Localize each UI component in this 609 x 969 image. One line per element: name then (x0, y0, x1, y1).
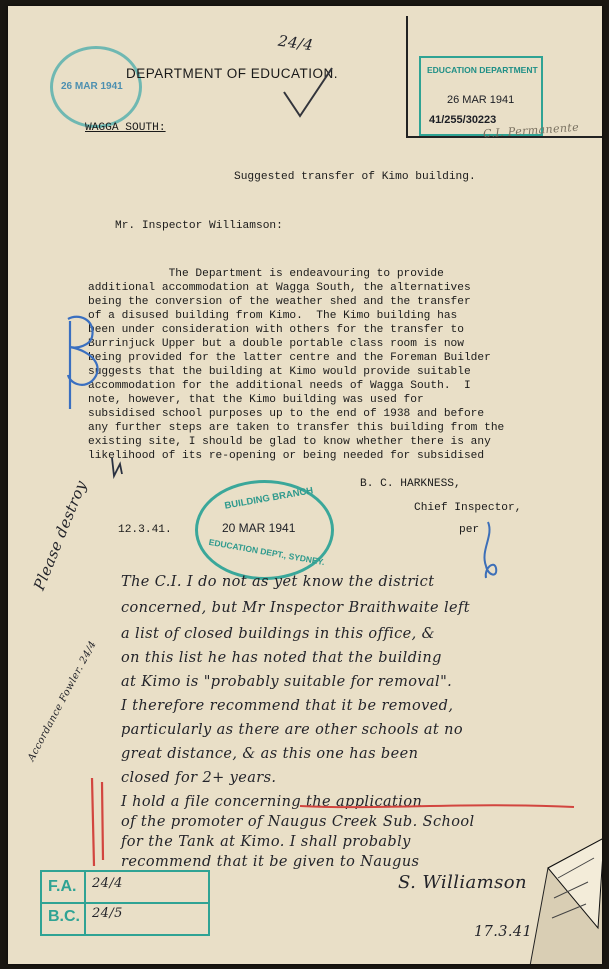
margin-tick-icon (108, 454, 130, 480)
margin-note-lower: Accordance Fowler. 24/4 (26, 639, 99, 764)
addressee: Mr. Inspector Williamson: (115, 220, 283, 232)
department-round-stamp (50, 46, 142, 128)
fa-bc-stamp (40, 870, 210, 936)
handwritten-line: on this list he has noted that the building (121, 650, 442, 666)
department-heading: DEPARTMENT OF EDUCATION. (126, 66, 339, 81)
check-mark-icon (278, 64, 338, 126)
fa-label: F.A. (48, 878, 77, 895)
handwritten-line: The C.I. I do not as yet know the district (121, 574, 435, 590)
margin-note-please-destroy: Please destroy (30, 477, 91, 593)
body-line: any further steps are taken to transfer this building from the (88, 422, 505, 434)
stamp-reference: 41/255/30223 (429, 114, 497, 126)
fa-handwritten: 24/4 (92, 876, 123, 891)
handwritten-file-number: 24/4 (276, 31, 315, 55)
handwritten-line: a list of closed buildings in this office, & (121, 626, 435, 642)
bc-handwritten: 24/5 (92, 906, 123, 921)
body-line: of a disused building from Kimo. The Kimo building has (88, 310, 458, 322)
handwritten-line: I therefore recommend that it be removed, (121, 698, 454, 714)
red-margin-bars-icon (88, 776, 108, 868)
body-line: subsidised school purposes up to the end of 1938 and before (88, 408, 485, 420)
body-line: being provided for the latter centre and the Foreman Builder (88, 352, 491, 364)
handwritten-signature: S. Williamson (398, 872, 528, 893)
handwritten-date: 17.3.41 (474, 924, 533, 940)
body-line: existing site, I should be glad to know whether there is any (88, 436, 491, 448)
handwritten-line: recommend that it be given to Naugus (121, 854, 420, 870)
document-page (8, 6, 602, 964)
handwritten-line: of the promoter of Naugus Creek Sub. School (121, 814, 475, 830)
body-line: likelihood of its re-opening or being needed for subsidised (88, 450, 485, 462)
handwritten-line: at Kimo is "probably suitable for removal". (121, 674, 453, 690)
body-line: The Department is endeavouring to provide (88, 268, 444, 280)
location-heading: WAGGA SOUTH: (85, 122, 166, 134)
stamp-footer: EDUCATION DEPT., SYDNEY. (208, 536, 326, 568)
body-line: suggests that the building at Kimo would provide suitable (88, 366, 471, 378)
stamp-title: BUILDING BRANCH (223, 485, 314, 512)
per-label: per (459, 524, 480, 536)
handwritten-line: particularly as there are other schools at no (121, 722, 463, 738)
building-branch-stamp (195, 480, 334, 580)
blue-initials-icon (470, 516, 506, 586)
subject-line: Suggested transfer of Kimo building. (234, 171, 476, 183)
signatory-name: B. C. HARKNESS, (360, 478, 461, 490)
stamp-date-text: 26 MAR 1941 (61, 81, 123, 92)
folded-page-corner-icon (528, 838, 602, 964)
body-line: accommodation for the additional needs of Wagga South. I (88, 380, 471, 392)
stamp-title: EDUCATION DEPARTMENT (427, 65, 538, 75)
memo-date: 12.3.41. (118, 524, 172, 536)
body-line: additional accommodation at Wagga South, the alternatives (88, 282, 471, 294)
handwritten-marginal-note: C.I. Permanente (482, 120, 580, 141)
body-line: being the conversion of the weather shed and the transfer (88, 296, 471, 308)
body-line: Burrinjuck Upper but a double portable class room is now (88, 338, 464, 350)
blue-pencil-mark-icon (48, 311, 118, 411)
handwritten-line: I hold a file concerning the application (121, 794, 423, 810)
bc-label: B.C. (48, 908, 80, 925)
stamp-date: 26 MAR 1941 (447, 94, 515, 106)
stamp-date: 20 MAR 1941 (222, 521, 296, 535)
handwritten-line: for the Tank at Kimo. I shall probably (121, 834, 411, 850)
red-underline-icon (298, 800, 578, 812)
handwritten-line: great distance, & as this one has been (121, 746, 419, 762)
handwritten-line: concerned, but Mr Inspector Braithwaite left (121, 600, 471, 616)
body-line: note, however, that the Kimo building was used for (88, 394, 424, 406)
signatory-title: Chief Inspector, (414, 502, 522, 514)
handwritten-line: closed for 2+ years. (121, 770, 277, 786)
body-line: been under consideration with others for the transfer to (88, 324, 464, 336)
